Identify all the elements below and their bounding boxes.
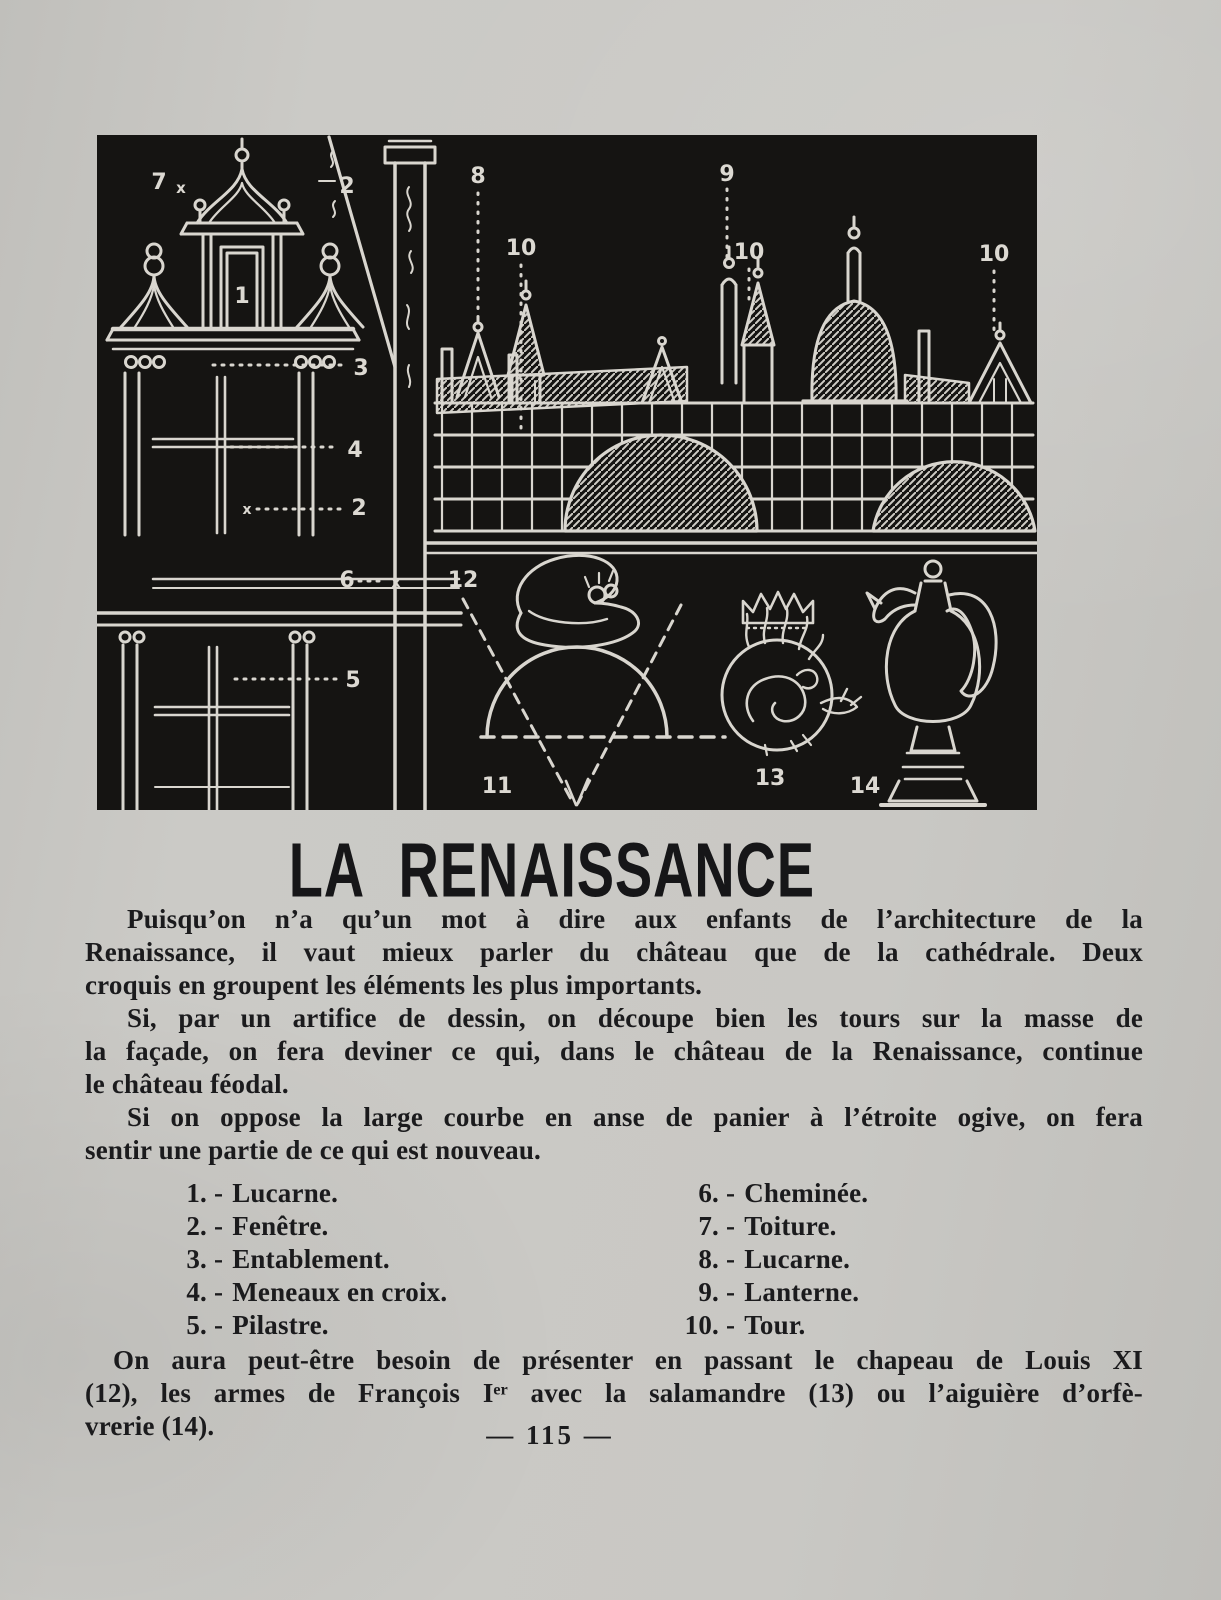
legend-item-separator: - (214, 1211, 224, 1241)
paragraph-line: Puisqu’on n’a qu’un mot à dire aux enfants de l’architecture de la (127, 904, 1143, 934)
legend-item-number: 6. (698, 1178, 719, 1208)
legend-item-label: Lucarne. (232, 1178, 339, 1208)
paragraph-line: le château féodal. (85, 1069, 289, 1099)
legend-item-separator: - (214, 1277, 224, 1307)
legend-item-label: Fenêtre. (232, 1211, 329, 1241)
page-number: — 115 — (486, 1420, 614, 1450)
legend-item-number: 10. (684, 1310, 719, 1340)
legend-item-number: 7. (698, 1211, 719, 1241)
figure-label-9: 9 (719, 162, 735, 187)
paragraph-line: On aura peut-être besoin de présenter en passant le chapeau de Louis XI (113, 1345, 1143, 1375)
figure-label-8: 8 (470, 164, 486, 189)
legend-item-separator: - (726, 1277, 736, 1307)
paragraph-2 (85, 1002, 1143, 1101)
paragraph-line: (12), les armes de François Iᵉʳ avec la salamandre (13) ou l’aiguière d’orfè- (85, 1378, 1143, 1408)
body-text (85, 903, 1143, 1443)
figure-legend (85, 1177, 1143, 1342)
legend-item-number: 4. (186, 1277, 207, 1307)
legend-item-label: Lanterne. (744, 1277, 860, 1307)
legend-item-label: Cheminée. (744, 1178, 869, 1208)
figure-marker-7x: x (176, 179, 186, 197)
legend-item-separator: - (214, 1310, 224, 1340)
legend-item (614, 1309, 1143, 1342)
legend-item (85, 1276, 614, 1309)
figure-label-1: 1 (234, 284, 250, 309)
paragraph-line: vrerie (14). (85, 1411, 215, 1441)
legend-item (85, 1210, 614, 1243)
legend-column-right (614, 1177, 1143, 1342)
legend-item (614, 1276, 1143, 1309)
legend-item (614, 1243, 1143, 1276)
legend-item-number: 5. (186, 1310, 207, 1340)
figure-label-14: 14 (849, 774, 881, 799)
legend-item-label: Entablement. (232, 1244, 390, 1274)
figure-marker-2x: x (242, 502, 252, 518)
figure-label-10a: 10 (505, 236, 537, 261)
figure-label-10c: 10 (978, 242, 1010, 267)
legend-item-separator: - (726, 1211, 736, 1241)
renaissance-woodcut-figure (97, 135, 1037, 810)
figure-label-13: 13 (754, 766, 786, 791)
legend-item-number: 8. (698, 1244, 719, 1274)
legend-item-label: Pilastre. (232, 1310, 329, 1340)
figure-label-5: 5 (345, 668, 361, 693)
legend-item-number: 9. (698, 1277, 719, 1307)
paragraph-line: sentir une partie de ce qui est nouveau. (85, 1135, 542, 1165)
figure-label-4: 4 (347, 438, 363, 463)
paragraph-line: croquis en groupent les éléments les plus importants. (85, 970, 703, 1000)
figure-label-11: 11 (481, 774, 513, 799)
legend-item (85, 1309, 614, 1342)
legend-item-number: 2. (186, 1211, 207, 1241)
legend-item (614, 1210, 1143, 1243)
paragraph-line: Si, par un artifice de dessin, on découpe bien les tours sur la masse de (127, 1003, 1143, 1033)
paragraph-3 (85, 1101, 1143, 1167)
paragraph-line: la façade, on fera deviner ce qui, dans le château de la Renaissance, continue (85, 1036, 1143, 1066)
legend-item-separator: - (726, 1244, 736, 1274)
legend-item-number: 3. (186, 1244, 207, 1274)
legend-item-label: Tour. (744, 1310, 806, 1340)
legend-item-number: 1. (186, 1178, 207, 1208)
figure-label-7: 7 (151, 170, 167, 195)
legend-item-separator: - (726, 1310, 736, 1340)
figure-label-6: 6 (339, 568, 355, 593)
figure-label-2: 2 (351, 496, 367, 521)
paragraph-line: Renaissance, il vaut mieux parler du château que de la cathédrale. Deux (85, 937, 1143, 967)
figure-label-12: 12 (447, 568, 479, 593)
figure-marker-6x: x (391, 575, 401, 591)
legend-column-left (85, 1177, 614, 1342)
legend-item-separator: - (214, 1178, 224, 1208)
legend-item-label: Lucarne. (744, 1244, 851, 1274)
paragraph-1 (85, 903, 1143, 1002)
figure-label-3: 3 (353, 356, 369, 381)
legend-item-separator: - (726, 1178, 736, 1208)
legend-item (85, 1243, 614, 1276)
page-title-text: LA RENAISSANCE (288, 827, 816, 914)
paragraph-line: Si on oppose la large courbe en anse de panier à l’étroite ogive, on fera (127, 1102, 1143, 1132)
legend-item (85, 1177, 614, 1210)
figure-label-10b: 10 (733, 240, 765, 265)
legend-item-label: Toiture. (744, 1211, 837, 1241)
figure-label-2-top: 2 (339, 174, 355, 199)
legend-item-separator: - (214, 1244, 224, 1274)
legend-item (614, 1177, 1143, 1210)
legend-item-label: Meneaux en croix. (232, 1277, 448, 1307)
